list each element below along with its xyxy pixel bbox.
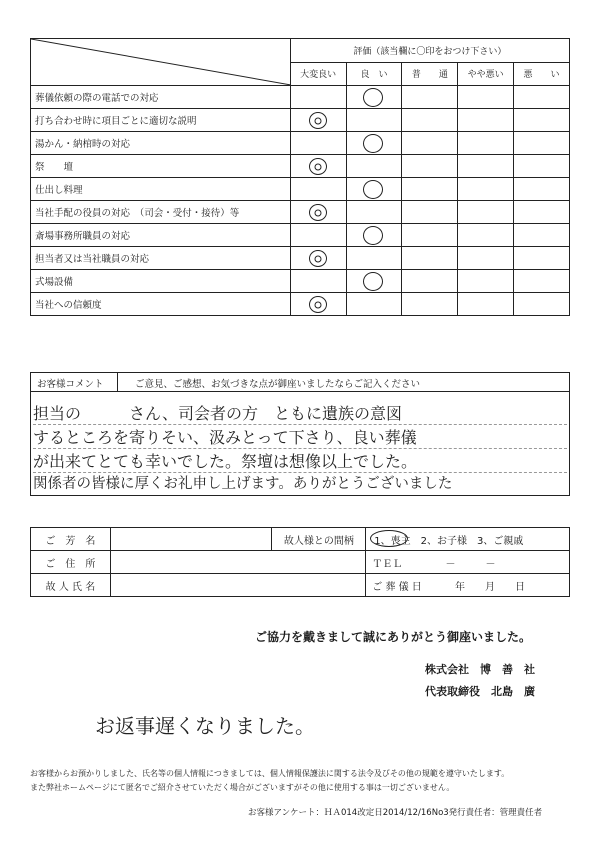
comment-line-2: するところを寄りそい、汲みとって下さり、良い葬儀 xyxy=(33,425,567,449)
selected-mark-circle xyxy=(363,272,383,291)
rating-cell[interactable] xyxy=(346,86,402,109)
table-row xyxy=(31,270,570,293)
rating-cell[interactable] xyxy=(402,132,458,155)
evaluation-column-header: 大変良い xyxy=(290,62,346,86)
rating-cell[interactable] xyxy=(290,224,346,247)
rating-cell[interactable] xyxy=(458,201,514,224)
rating-cell[interactable] xyxy=(458,109,514,132)
evaluation-table xyxy=(30,38,570,316)
evaluation-column-header: 悪 い xyxy=(514,62,570,86)
selected-mark-circle xyxy=(309,112,327,129)
tel-value: － － xyxy=(445,558,496,570)
table-row xyxy=(31,86,570,109)
table-row xyxy=(31,201,570,224)
tel-cell xyxy=(366,551,570,574)
rating-cell[interactable] xyxy=(514,155,570,178)
rating-cell[interactable] xyxy=(290,247,346,270)
rating-cell[interactable] xyxy=(458,86,514,109)
row-label: 湯かん・納棺時の対応 xyxy=(31,132,291,155)
funeral-date-value: 年 月 日 xyxy=(455,581,525,593)
rating-cell[interactable] xyxy=(514,270,570,293)
rating-cell[interactable] xyxy=(346,155,402,178)
selected-mark-circle xyxy=(363,88,383,107)
evaluation-column-header: やや悪い xyxy=(458,62,514,86)
selected-mark-circle xyxy=(309,250,327,267)
rating-cell[interactable] xyxy=(290,86,346,109)
rating-cell[interactable] xyxy=(514,224,570,247)
rating-cell[interactable] xyxy=(346,224,402,247)
table-row xyxy=(31,247,570,270)
rating-cell[interactable] xyxy=(514,247,570,270)
relation-options: 1、喪主 2、お子様 3、ご親戚 xyxy=(366,528,570,551)
row-label: 担当者又は当社職員の対応 xyxy=(31,247,291,270)
row-label: 仕出し料理 xyxy=(31,178,291,201)
rating-cell[interactable] xyxy=(458,270,514,293)
rating-cell[interactable] xyxy=(402,155,458,178)
row-label: 当社手配の役員の対応 （司会・受付・接待）等 xyxy=(31,201,291,224)
row-label: 祭 壇 xyxy=(31,155,291,178)
row-label: 式場設備 xyxy=(31,270,291,293)
rating-cell[interactable] xyxy=(402,224,458,247)
rating-cell[interactable] xyxy=(458,224,514,247)
rating-cell[interactable] xyxy=(290,270,346,293)
name-value xyxy=(110,528,272,551)
row-label: 当社への信頼度 xyxy=(31,293,291,316)
row-label: 斎場事務所職員の対応 xyxy=(31,224,291,247)
rating-cell[interactable] xyxy=(346,247,402,270)
selected-mark-circle xyxy=(309,296,327,313)
selected-mark-circle xyxy=(363,180,383,199)
rating-cell[interactable] xyxy=(290,201,346,224)
comment-line-1: 担当の さん、司会者の方 ともに遺族の意図 xyxy=(33,401,567,425)
rating-cell[interactable] xyxy=(290,132,346,155)
evaluation-column-header: 良 い xyxy=(346,62,402,86)
deceased-label: 故 人 氏 名 xyxy=(31,574,111,597)
rating-cell[interactable] xyxy=(290,155,346,178)
rating-cell[interactable] xyxy=(458,247,514,270)
selected-mark-circle xyxy=(309,204,327,221)
rating-cell[interactable] xyxy=(402,86,458,109)
rating-cell[interactable] xyxy=(402,293,458,316)
funeral-date-cell xyxy=(366,574,570,597)
info-table xyxy=(30,527,570,597)
comment-label: お客様コメント xyxy=(37,379,104,390)
privacy-notice-1: お客様からお預かりしました、氏名等の個人情報につきましては、個人情報保護法に関する法令及びその他の規範を遵守いたします。 xyxy=(30,769,510,778)
rating-cell[interactable] xyxy=(458,293,514,316)
rating-cell[interactable] xyxy=(290,109,346,132)
deceased-value xyxy=(110,574,365,597)
table-row xyxy=(31,293,570,316)
privacy-notice-2: また弊社ホームページにて匿名でご紹介させていただく場合がございますがその他に使用する事は一切ございません。 xyxy=(30,783,455,792)
rating-cell[interactable] xyxy=(402,178,458,201)
rating-cell[interactable] xyxy=(346,201,402,224)
table-row xyxy=(31,155,570,178)
row-label: 葬儀依頼の際の電話での対応 xyxy=(31,86,291,109)
rating-cell[interactable] xyxy=(290,178,346,201)
rating-cell[interactable] xyxy=(346,178,402,201)
representative: 代表取締役 北島 廣 xyxy=(425,685,535,698)
rating-cell[interactable] xyxy=(346,109,402,132)
evaluation-column-header: 普 通 xyxy=(402,62,458,86)
rating-cell[interactable] xyxy=(514,132,570,155)
rating-cell[interactable] xyxy=(458,178,514,201)
rating-cell[interactable] xyxy=(346,132,402,155)
evaluation-header: 評価（該当欄に〇印をおつけ下さい） xyxy=(290,39,569,63)
table-row xyxy=(31,132,570,155)
relation-label: 故人様との間柄 xyxy=(272,528,366,551)
tel-label: ＴＥＬ xyxy=(372,558,403,570)
selected-mark-circle xyxy=(363,134,383,153)
address-label: ご 住 所 xyxy=(31,551,111,574)
selected-mark-circle xyxy=(309,158,327,175)
rating-cell[interactable] xyxy=(346,293,402,316)
company-name: 株式会社 博 善 社 xyxy=(425,663,535,676)
comment-prompt: ご意見、ご感想、お気づきな点が御座いましたならご記入ください xyxy=(135,379,421,390)
footer-text: お客様アンケート：ＨＡ014改定日2014/12/16No3発行責任者：管理責任者 xyxy=(248,808,543,818)
table-row xyxy=(31,178,570,201)
table-diagonal-header xyxy=(31,39,291,86)
rating-cell[interactable] xyxy=(514,201,570,224)
table-row xyxy=(31,224,570,247)
rating-cell[interactable] xyxy=(402,109,458,132)
address-value xyxy=(110,551,365,574)
handwritten-note: お返事遅くなりました。 xyxy=(95,714,315,738)
comment-line-4: 関係者の皆様に厚くお礼申し上げます。ありがとうございました xyxy=(33,476,453,492)
rating-cell[interactable] xyxy=(458,132,514,155)
rating-cell[interactable] xyxy=(514,109,570,132)
comment-box xyxy=(30,372,570,496)
rating-cell[interactable] xyxy=(514,293,570,316)
rating-cell[interactable] xyxy=(402,270,458,293)
name-label: ご 芳 名 xyxy=(31,528,111,551)
rating-cell[interactable] xyxy=(402,247,458,270)
comment-line-3: が出来てとても幸いでした。祭壇は想像以上でした。 xyxy=(33,449,567,473)
row-label: 打ち合わせ時に項目ごとに適切な説明 xyxy=(31,109,291,132)
rating-cell[interactable] xyxy=(514,178,570,201)
selected-mark-circle xyxy=(363,226,383,245)
table-row xyxy=(31,109,570,132)
rating-cell[interactable] xyxy=(514,86,570,109)
thanks-text: ご協力を戴きまして誠にありがとう御座いました。 xyxy=(255,630,532,644)
rating-cell[interactable] xyxy=(290,293,346,316)
rating-cell[interactable] xyxy=(458,155,514,178)
rating-cell[interactable] xyxy=(346,270,402,293)
relation-circle xyxy=(370,530,408,547)
funeral-date-label: ご 葬 儀 日 xyxy=(372,581,422,593)
rating-cell[interactable] xyxy=(402,201,458,224)
